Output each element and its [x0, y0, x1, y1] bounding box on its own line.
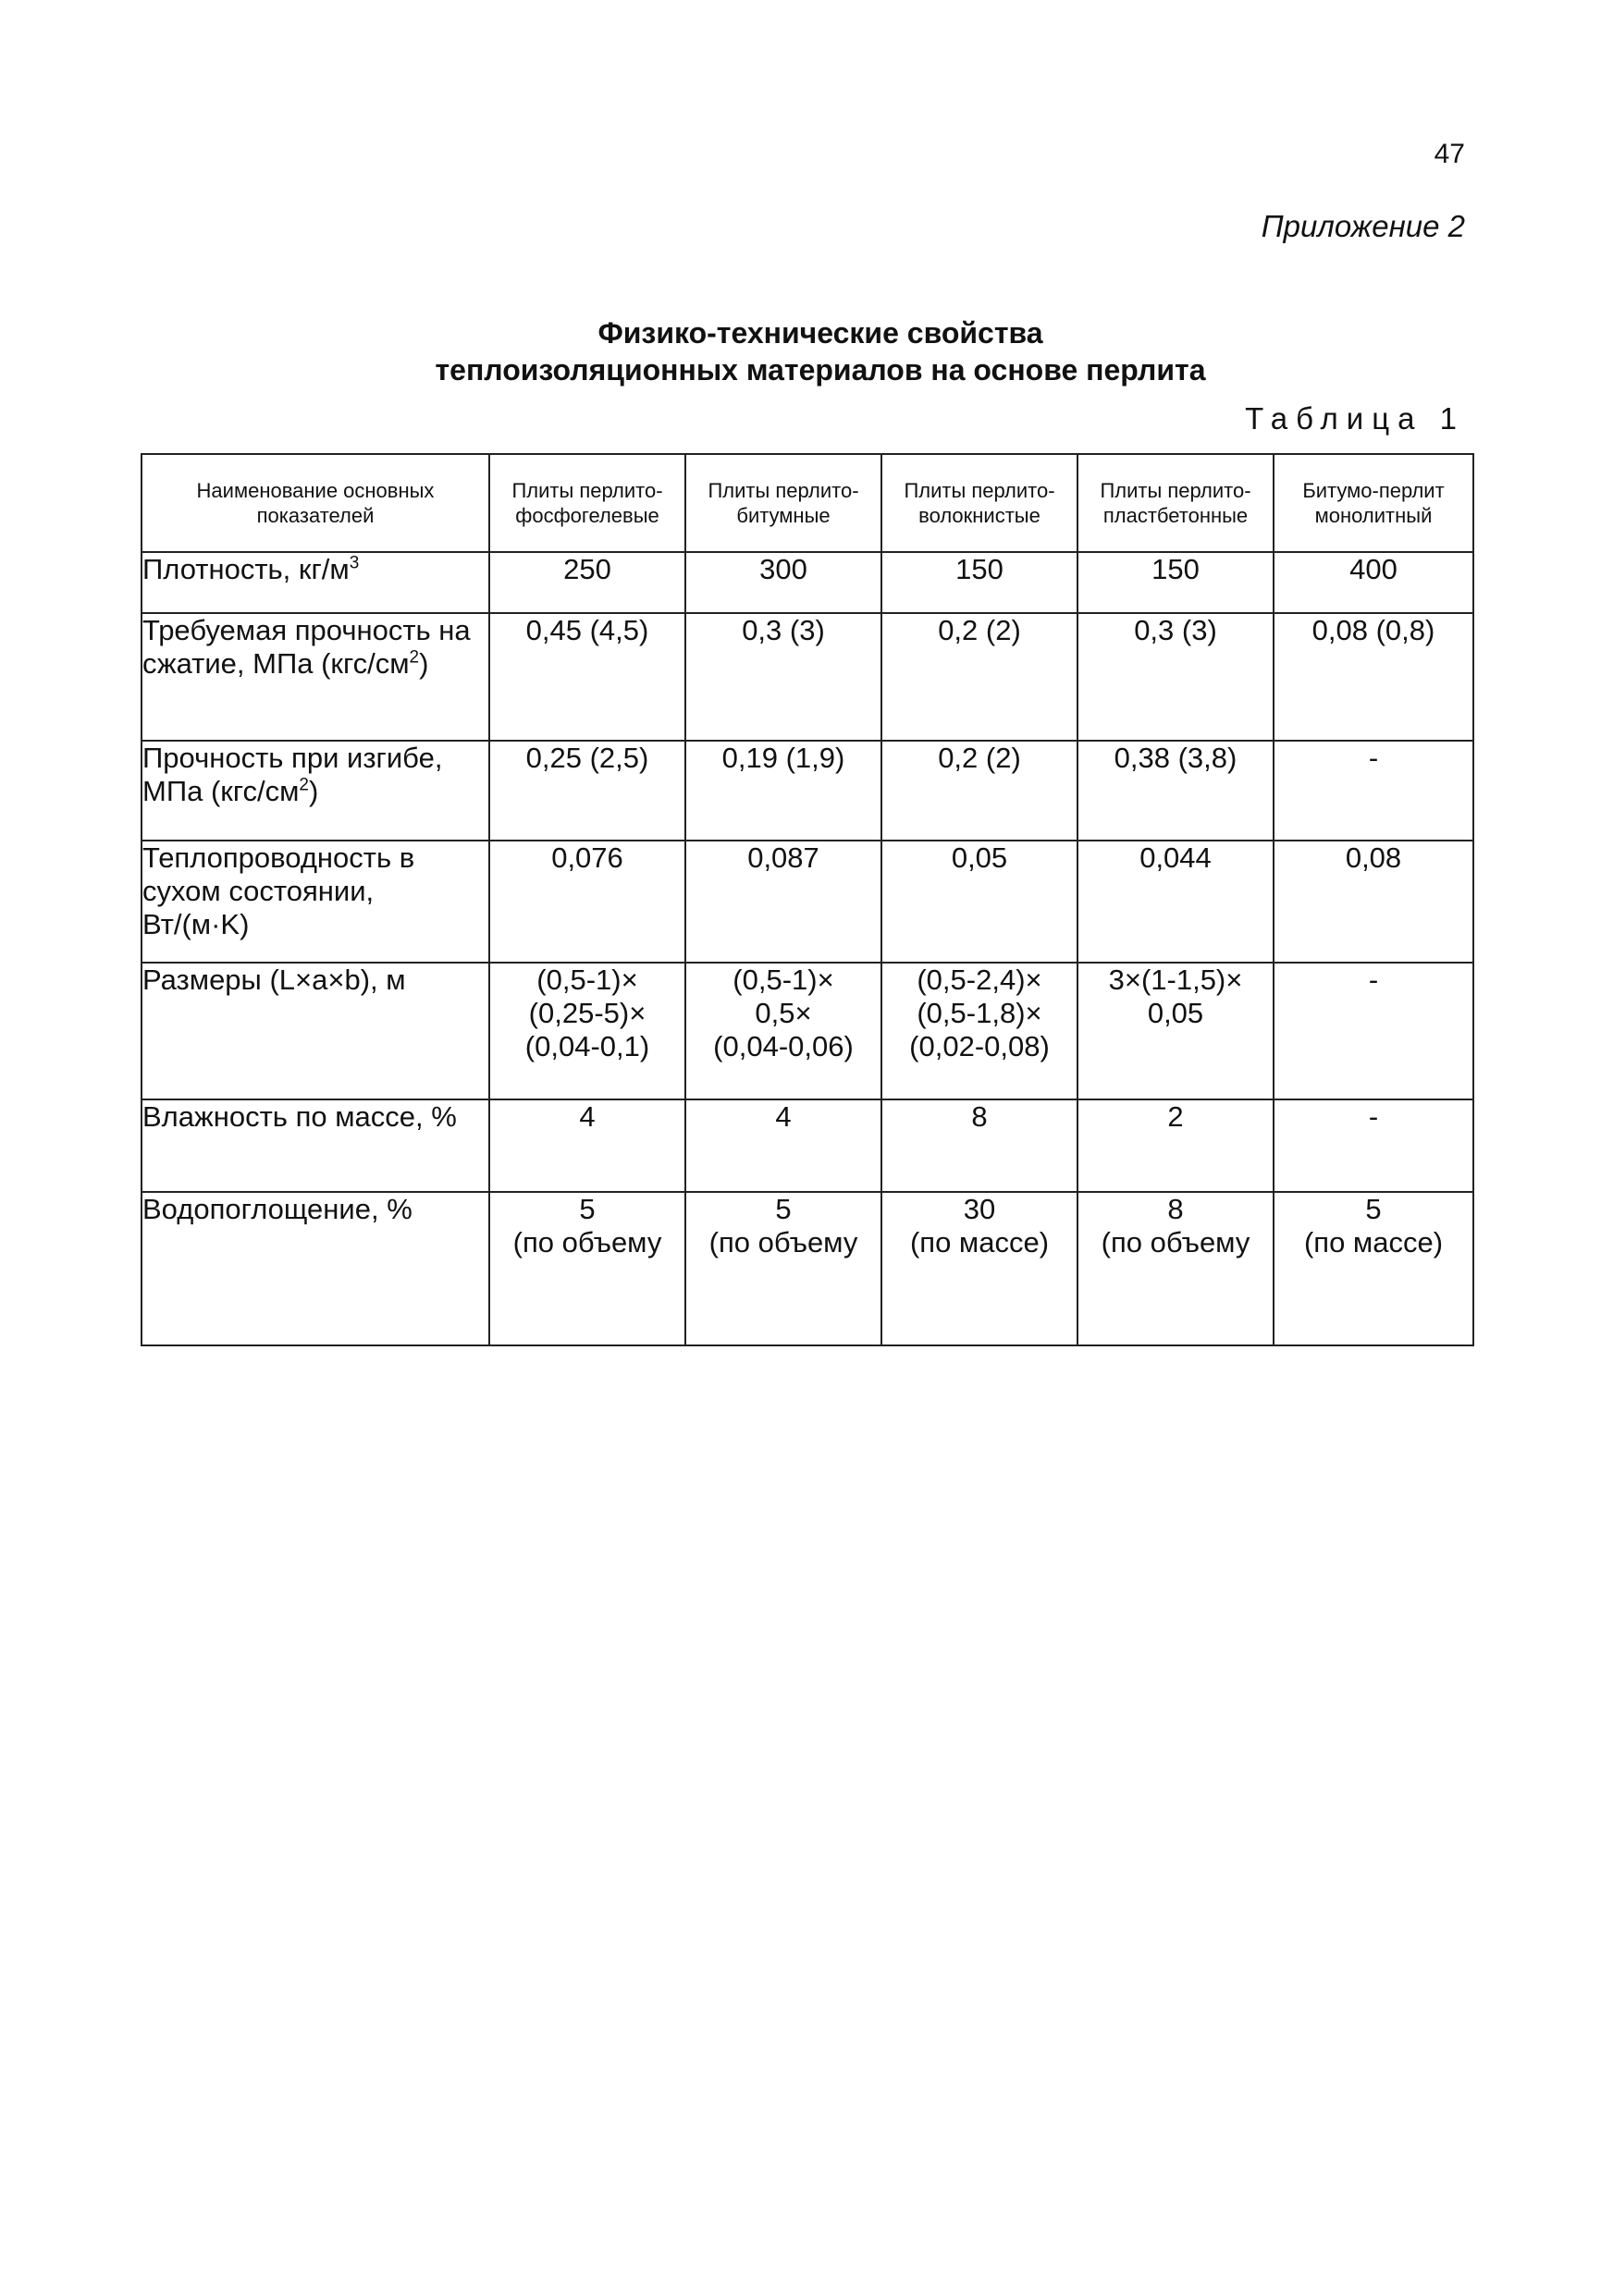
table-cell: 150 — [1077, 552, 1274, 613]
table-cell: (0,5-1)× 0,5× (0,04-0,06) — [685, 963, 881, 1099]
table-cell: 4 — [489, 1099, 685, 1192]
row-name-superscript: 3 — [349, 553, 360, 573]
table-cell: 30 (по массе) — [881, 1192, 1077, 1345]
table-cell: 0,087 — [685, 841, 881, 963]
header-bitumen-perlite: Битумо-перлит монолитный — [1274, 454, 1473, 552]
table-row — [142, 841, 1473, 963]
header-plastconcrete: Плиты перлито-пластбетонные — [1077, 454, 1274, 552]
row-name: Размеры (L×a×b), м — [142, 964, 406, 996]
table-row — [142, 963, 1473, 1099]
table-cell: 0,05 — [881, 841, 1077, 963]
table-cell: 250 — [489, 552, 685, 613]
row-name-cell — [142, 613, 489, 741]
row-name-cell — [142, 1099, 489, 1192]
row-name-cell — [142, 1192, 489, 1345]
row-name-suffix: ) — [419, 647, 429, 680]
table-cell: 0,3 (3) — [685, 613, 881, 741]
table-cell: 0,076 — [489, 841, 685, 963]
table-body — [142, 552, 1473, 1345]
table-cell: 0,19 (1,9) — [685, 741, 881, 841]
table-cell: 0,2 (2) — [881, 741, 1077, 841]
table-cell: 4 — [685, 1099, 881, 1192]
row-name-superscript: 2 — [409, 647, 420, 668]
header-fiber: Плиты перлито-волокнистые — [881, 454, 1077, 552]
row-name: Водопоглощение, % — [142, 1193, 412, 1225]
table-cell: - — [1274, 963, 1473, 1099]
table-cell: 0,25 (2,5) — [489, 741, 685, 841]
table-cell: (0,5-1)× (0,25-5)× (0,04-0,1) — [489, 963, 685, 1099]
table-row — [142, 1099, 1473, 1192]
row-name: Требуемая прочность на сжатие, МПа (кгс/см — [142, 614, 471, 680]
table-row — [142, 1192, 1473, 1345]
title-line-1: Физико-технические свойства — [597, 316, 1043, 350]
table-cell: 0,38 (3,8) — [1077, 741, 1274, 841]
table-cell: 0,044 — [1077, 841, 1274, 963]
table-cell: 2 — [1077, 1099, 1274, 1192]
table-header-row — [142, 454, 1473, 552]
row-name: Прочность при изгибе, МПа (кгс/см — [142, 742, 443, 807]
table-row — [142, 741, 1473, 841]
table-cell: 0,2 (2) — [881, 613, 1077, 741]
table-cell: 0,08 (0,8) — [1274, 613, 1473, 741]
table-cell: 0,3 (3) — [1077, 613, 1274, 741]
header-indicator: Наименование основных показателей — [142, 454, 489, 552]
properties-table — [141, 453, 1474, 1346]
table-row — [142, 613, 1473, 741]
table-cell: (0,5-2,4)× (0,5-1,8)× (0,02-0,08) — [881, 963, 1077, 1099]
header-bitumen: Плиты перлито-битумные — [685, 454, 881, 552]
table-cell: 400 — [1274, 552, 1473, 613]
row-name-cell — [142, 841, 489, 963]
row-name-cell — [142, 741, 489, 841]
table-cell: 150 — [881, 552, 1077, 613]
row-name: Влажность по массе, % — [142, 1100, 457, 1133]
table-cell: 5 (по массе) — [1274, 1192, 1473, 1345]
row-name-cell — [142, 552, 489, 613]
header-phosphogel: Плиты перлито-фосфогелевые — [489, 454, 685, 552]
row-name-superscript: 2 — [299, 775, 309, 795]
table-row — [142, 552, 1473, 613]
title-line-2: теплоизоляционных материалов на основе перлита — [435, 353, 1206, 387]
row-name-suffix: ) — [308, 775, 319, 807]
row-name: Теплопроводность в сухом состоянии, Вт/(м·K) — [142, 841, 415, 940]
table-cell: 8 — [881, 1099, 1077, 1192]
table-label: Таблица 1 — [1245, 401, 1465, 436]
document-title — [0, 314, 1613, 388]
table-cell: 5 (по объему — [489, 1192, 685, 1345]
row-name: Плотность, кг/м — [142, 553, 350, 585]
table-cell: - — [1274, 1099, 1473, 1192]
row-name-cell — [142, 963, 489, 1099]
table-cell: 0,45 (4,5) — [489, 613, 685, 741]
table-cell: - — [1274, 741, 1473, 841]
page-number: 47 — [1434, 139, 1465, 169]
table-cell: 300 — [685, 552, 881, 613]
table-cell: 5 (по объему — [685, 1192, 881, 1345]
table-cell: 8 (по объему — [1077, 1192, 1274, 1345]
table-cell: 3×(1-1,5)× 0,05 — [1077, 963, 1274, 1099]
appendix-label: Приложение 2 — [1261, 209, 1465, 243]
table-cell: 0,08 — [1274, 841, 1473, 963]
